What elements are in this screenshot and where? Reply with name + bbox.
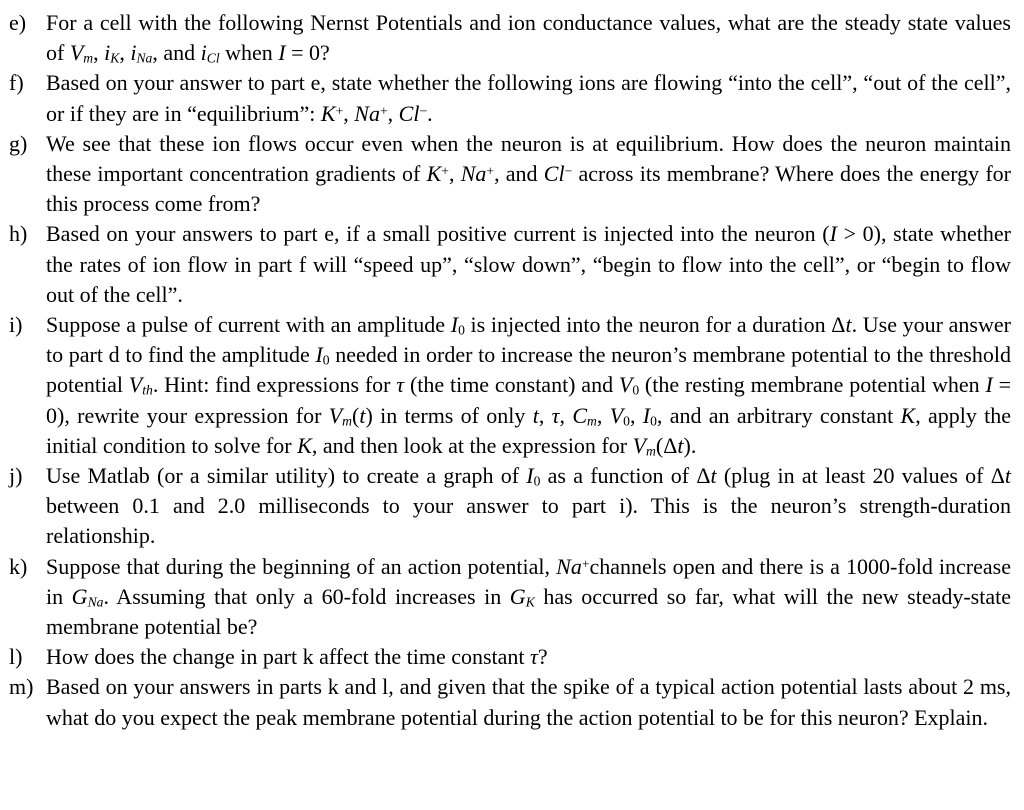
text-run: + bbox=[581, 555, 590, 571]
text-run: . bbox=[427, 100, 433, 126]
text-run: ) in terms of only bbox=[365, 402, 533, 428]
text-run: . Use your answer to part d to find the amplitude bbox=[46, 312, 1011, 368]
text-run: , bbox=[343, 100, 355, 126]
text-run: has occurred so far, what will the new steady-state membrane potential be? bbox=[46, 583, 1011, 640]
text-run: m bbox=[646, 443, 656, 459]
text-run: across its membrane? Where does the energy for this process come from? bbox=[46, 161, 1012, 217]
text-run: − bbox=[419, 102, 428, 118]
text-run: is injected into the neuron for a duration Δ bbox=[464, 312, 846, 338]
text-run: V bbox=[328, 402, 343, 428]
text-run: , bbox=[119, 40, 131, 66]
text-run: V bbox=[618, 372, 633, 398]
text-run: I bbox=[526, 463, 534, 489]
text-run: m bbox=[342, 413, 352, 429]
text-run: 0 bbox=[533, 473, 541, 489]
text-run: Na bbox=[460, 161, 487, 187]
item-label-h: h) bbox=[9, 221, 28, 247]
text-run: th bbox=[142, 382, 153, 398]
text-run: Based on your answers to part e, if a small positive current is injected into the neuron ( bbox=[46, 221, 830, 247]
item-text-k bbox=[46, 554, 1011, 639]
text-run: Na bbox=[556, 553, 582, 579]
problem-item-g bbox=[9, 129, 1011, 220]
text-run: − bbox=[564, 163, 573, 179]
text-run: I bbox=[642, 402, 651, 428]
item-text-m bbox=[46, 674, 1011, 729]
item-label-k: k) bbox=[9, 553, 28, 579]
problem-item-k bbox=[9, 552, 1011, 643]
text-run: t bbox=[677, 432, 684, 458]
text-run: ). bbox=[683, 432, 697, 458]
text-run: I bbox=[985, 372, 993, 398]
text-run: 0 bbox=[322, 352, 330, 368]
text-run: 0 bbox=[650, 413, 657, 429]
item-label-m: m) bbox=[9, 674, 34, 700]
text-run: How does the change in part k affect the time constant bbox=[46, 644, 531, 670]
text-run: + bbox=[379, 102, 388, 118]
text-run: , bbox=[559, 402, 573, 428]
text-run: t bbox=[710, 463, 717, 489]
text-run: needed in order to increase the neuron’s membrane potential to the threshold potential bbox=[46, 342, 1011, 398]
text-run: > 0), state whether the rates of ion flow in part f will “speed up”, “slow down”, “begin to flow into the cell”, or “begin to flow out of the cell”. bbox=[46, 221, 1012, 307]
text-run: m bbox=[587, 413, 597, 429]
text-run: Based on your answer to part e, state whether the following ions are flowing “into the cell”, “out of the cell”, or if they are in “equilibrium”: bbox=[46, 70, 1011, 126]
text-run: (the resting membrane potential when bbox=[639, 372, 986, 398]
text-run: 0 bbox=[623, 413, 630, 429]
text-run: Na bbox=[136, 50, 153, 66]
text-run: Based on your answers in parts k and l, and given that the spike of a typical action potential lasts about 2 ms, what do you expect the peak membrane potential during the action potential to be for this neuron? Explain. bbox=[46, 674, 1011, 730]
text-run: t bbox=[532, 402, 539, 428]
text-run: = 0? bbox=[285, 40, 330, 66]
item-label-j: j) bbox=[9, 463, 23, 489]
text-run: = 0), rewrite your expression for bbox=[46, 372, 1011, 428]
text-run: K bbox=[297, 432, 312, 458]
text-run: I bbox=[278, 40, 286, 66]
text-run: Use Matlab (or a similar utility) to create a graph of bbox=[46, 463, 527, 489]
problem-item-h bbox=[9, 219, 1011, 310]
text-run: , bbox=[448, 161, 461, 187]
text-run: Suppose that during the beginning of an action potential, bbox=[46, 553, 557, 579]
text-run: , bbox=[387, 100, 399, 126]
text-run: as a function of Δ bbox=[540, 463, 711, 489]
text-run: K bbox=[426, 161, 442, 187]
text-run: channels open and there is a 1000-fold increase in bbox=[46, 553, 1011, 609]
text-run: i bbox=[104, 40, 111, 66]
item-text-i bbox=[46, 312, 1011, 458]
problem-item-e bbox=[9, 8, 1011, 68]
item-label-e: e) bbox=[9, 10, 27, 35]
text-run: 0 bbox=[632, 382, 640, 398]
text-run: i bbox=[130, 40, 137, 66]
text-run: i bbox=[200, 40, 207, 66]
item-label-f: f) bbox=[9, 70, 24, 96]
text-run: 0 bbox=[458, 322, 465, 338]
text-run: . Hint: find expressions for bbox=[152, 372, 397, 398]
text-run: Na bbox=[87, 594, 104, 610]
item-text-g bbox=[46, 131, 1011, 216]
text-run: , apply the initial condition to solve for bbox=[46, 402, 1012, 458]
problem-item-i bbox=[9, 310, 1011, 461]
text-run: I bbox=[829, 221, 837, 247]
text-run: K bbox=[525, 594, 535, 610]
text-run: V bbox=[128, 372, 143, 398]
text-run: For a cell with the following Nernst Potentials and ion conductance values, what are the steady state values of bbox=[46, 10, 1011, 66]
item-label-l: l) bbox=[9, 644, 23, 670]
text-run: + bbox=[441, 163, 449, 179]
text-run: ? bbox=[537, 644, 548, 670]
text-run: K bbox=[900, 402, 916, 428]
text-run: τ bbox=[396, 372, 405, 398]
text-run: m bbox=[83, 50, 94, 66]
item-text-l bbox=[46, 644, 548, 669]
item-label-i: i) bbox=[9, 312, 23, 338]
text-run: , and an arbitrary constant bbox=[656, 402, 901, 428]
item-text-h bbox=[46, 221, 1011, 306]
text-run: Cl bbox=[206, 50, 220, 66]
text-run: , bbox=[596, 402, 610, 428]
text-run: Cl bbox=[543, 161, 565, 187]
text-run: , bbox=[93, 40, 105, 66]
text-run: τ bbox=[530, 644, 538, 670]
problem-item-m bbox=[9, 672, 1011, 732]
text-run: V bbox=[609, 402, 624, 428]
text-run: We see that these ion flows occur even when the neuron is at equilibrium. How does the neuron maintain these important concentration gradients of bbox=[46, 130, 1011, 187]
item-text-j bbox=[46, 463, 1011, 548]
text-run: t bbox=[1004, 463, 1011, 489]
text-run: + bbox=[335, 102, 344, 118]
text-run: , bbox=[629, 402, 643, 428]
text-run: (plug in at least 20 values of Δ bbox=[716, 463, 1005, 489]
text-run: G bbox=[509, 583, 526, 609]
text-run: , bbox=[538, 402, 552, 428]
text-run: C bbox=[572, 402, 588, 428]
text-run: I bbox=[450, 312, 459, 338]
text-run: K bbox=[320, 100, 336, 126]
text-run: . Assuming that only a 60-fold increases in bbox=[103, 583, 510, 609]
text-run: Na bbox=[354, 100, 380, 126]
text-run: Suppose a pulse of current with an amplitude bbox=[46, 312, 451, 338]
text-run: V bbox=[69, 40, 84, 66]
item-text-e bbox=[46, 10, 1011, 65]
item-label-g: g) bbox=[9, 130, 28, 156]
text-run: , and then look at the expression for bbox=[311, 432, 633, 458]
problem-item-f bbox=[9, 68, 1011, 128]
text-run: G bbox=[71, 583, 88, 609]
problem-item-j bbox=[9, 461, 1011, 552]
text-run: Cl bbox=[398, 100, 420, 126]
text-run: between 0.1 and 2.0 milliseconds to your answer to part i). This is the neuron’s strength-duration relationship. bbox=[46, 493, 1011, 549]
text-run: (Δ bbox=[655, 432, 678, 458]
text-run: (the time constant) and bbox=[404, 372, 619, 398]
text-run: , and bbox=[494, 161, 544, 187]
text-run: t bbox=[845, 312, 852, 338]
text-run: I bbox=[315, 342, 323, 368]
text-run: ( bbox=[352, 402, 360, 428]
text-run: , and bbox=[152, 40, 201, 66]
text-run: t bbox=[359, 402, 366, 428]
text-run: τ bbox=[551, 402, 560, 428]
text-run: V bbox=[632, 432, 647, 458]
text-run: + bbox=[486, 163, 495, 179]
text-run: when bbox=[219, 40, 279, 66]
problem-item-l bbox=[9, 642, 1011, 672]
item-text-f bbox=[46, 70, 1011, 125]
text-run: K bbox=[110, 50, 120, 66]
